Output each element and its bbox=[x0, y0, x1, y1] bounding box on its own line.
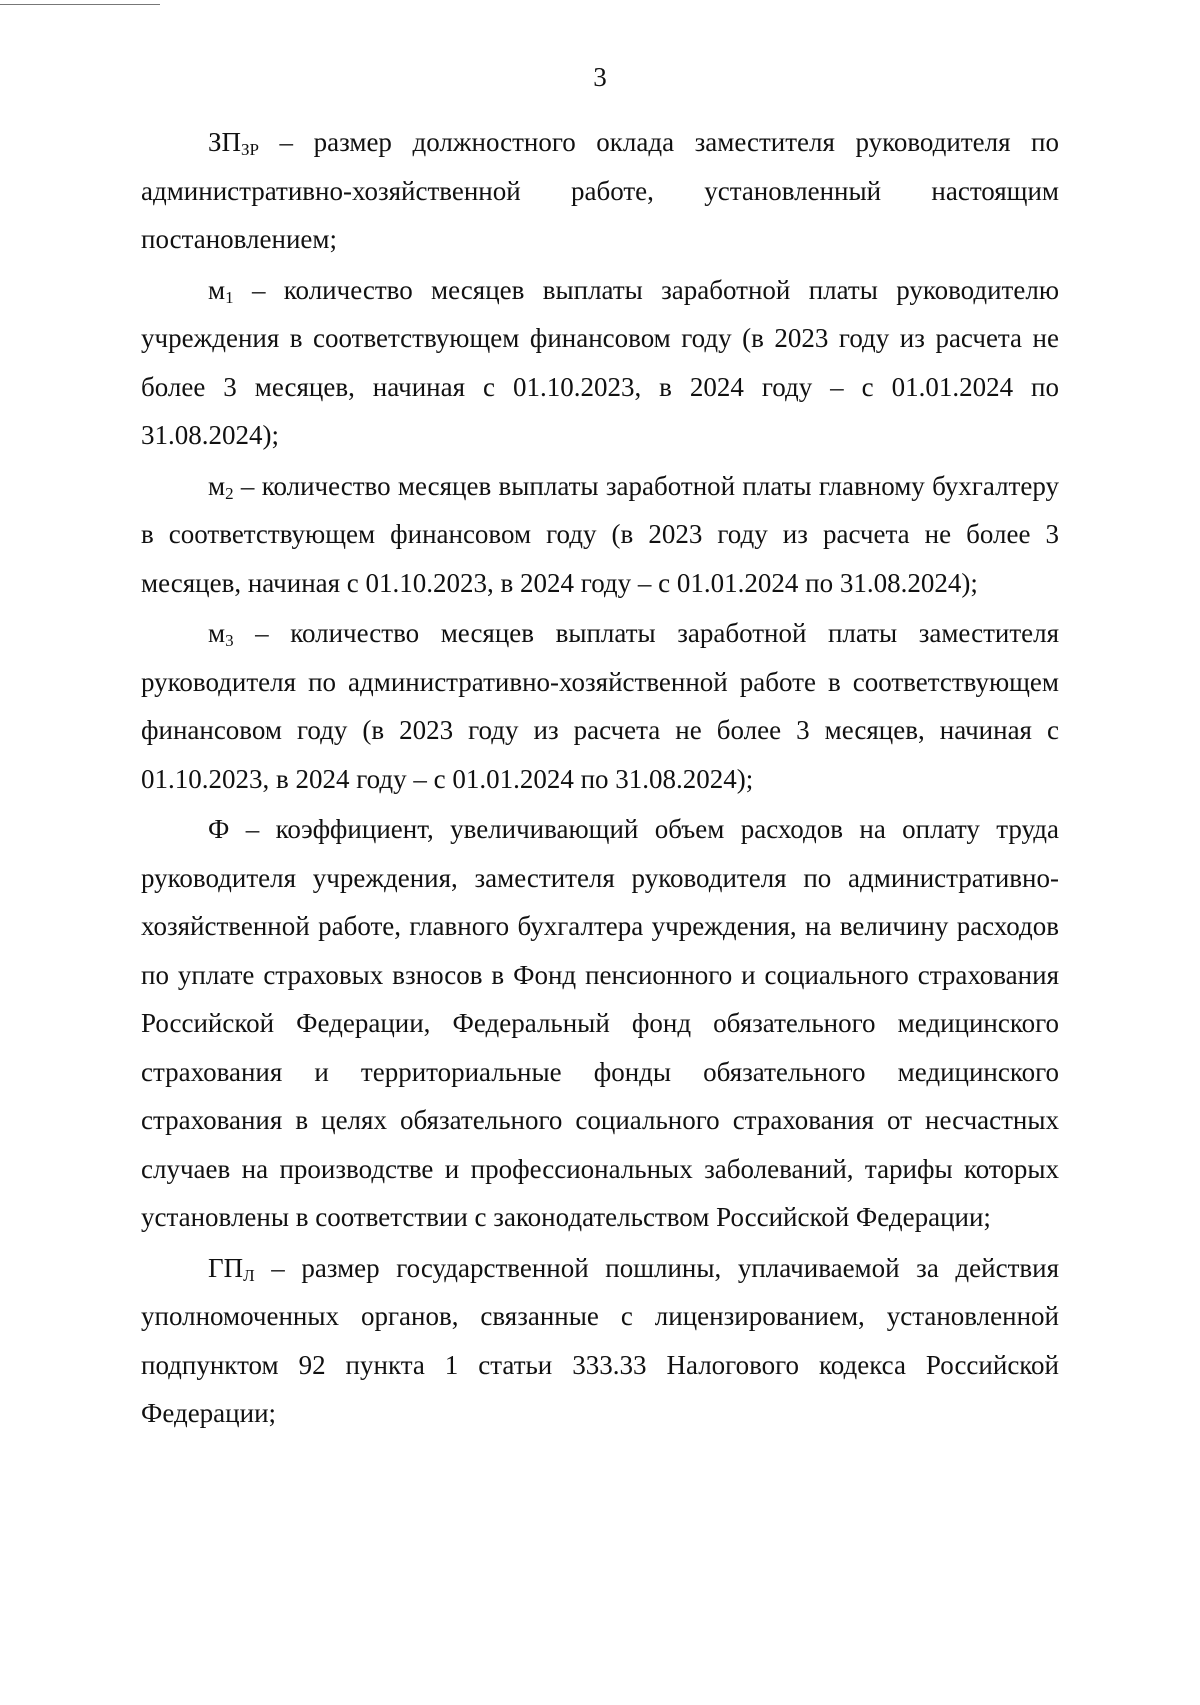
symbol-main: Ф bbox=[208, 814, 230, 844]
definition-symbol bbox=[208, 1253, 255, 1283]
definition-zpzr bbox=[141, 118, 1059, 264]
definition-text: – размер должностного оклада заместителя руководителя по административно-хозяйственной работе, установленный настоящим постановлением; bbox=[141, 127, 1059, 254]
definition-text: – количество месяцев выплаты заработной платы главному бухгалтеру в соответствующем финансовом году (в 2023 году из расчета не более 3 месяцев, начиная с 01.10.2023, в 2024 году – с 01.01.2024 по 31.08.2024); bbox=[141, 470, 1059, 598]
symbol-subscript: 3 bbox=[225, 631, 234, 650]
definition-m1 bbox=[141, 266, 1059, 460]
symbol-main: м bbox=[208, 618, 226, 648]
symbol-subscript: Л bbox=[243, 1265, 255, 1285]
symbol-main: ГП bbox=[208, 1252, 244, 1283]
definition-gpl bbox=[141, 1244, 1059, 1438]
definition-symbol bbox=[208, 618, 234, 648]
definition-text: – размер государственной пошлины, уплачиваемой за действия уполномоченных органов, связанные с лицензированием, установленной подпунктом 92 пункта 1 статьи 333.33 Налогового кодекса Российской Федерации; bbox=[141, 1252, 1059, 1428]
definition-text: – количество месяцев выплаты заработной платы руководителю учреждения в соответствующем финансовом году (в 2023 году из расчета не более 3 месяцев, начиная с 01.10.2023, в 2024 году – с 01.01.2024 по 31.08.2024); bbox=[141, 274, 1059, 450]
definition-symbol bbox=[208, 127, 259, 157]
symbol-main: м bbox=[208, 470, 226, 501]
definition-text: – коэффициент, увеличивающий объем расходов на оплату труда руководителя учреждения, заместителя руководителя по административно-хозяйственной работе, главного бухгалтера учреждения, на величину расходов по уплате страховых взносов в Фонд пенсионного и социального страхования Российской Федерации, Федеральный фонд обязательного медицинского страхования и территориальные фонды обязательного медицинского страхования в целях обязательного социального страхования от несчастных случаев на производстве и профессиональных заболеваний, тарифы которых установлены в соответствии с законодательством Российской Федерации; bbox=[141, 814, 1059, 1232]
page-number: 3 bbox=[593, 62, 607, 92]
symbol-subscript: ЗР bbox=[241, 140, 260, 159]
symbol-subscript: 1 bbox=[225, 287, 234, 307]
definition-m3 bbox=[141, 609, 1059, 803]
symbol-main: м bbox=[208, 274, 226, 305]
definition-symbol bbox=[208, 275, 234, 305]
symbol-main: ЗП bbox=[208, 127, 242, 157]
symbol-subscript: 2 bbox=[225, 483, 234, 503]
definition-symbol bbox=[208, 814, 229, 844]
definition-symbol bbox=[208, 471, 234, 501]
definition-m2 bbox=[141, 462, 1059, 608]
definition-text: – количество месяцев выплаты заработной платы заместителя руководителя по административно-хозяйственной работе в соответствующем финансовом году (в 2023 году из расчета не более 3 месяцев, начиная с 01.10.2023, в 2024 году – с 01.01.2024 по 31.08.2024); bbox=[141, 618, 1059, 794]
definition-f bbox=[141, 805, 1059, 1242]
scan-edge-line bbox=[0, 4, 160, 5]
document-body bbox=[141, 118, 1059, 1440]
